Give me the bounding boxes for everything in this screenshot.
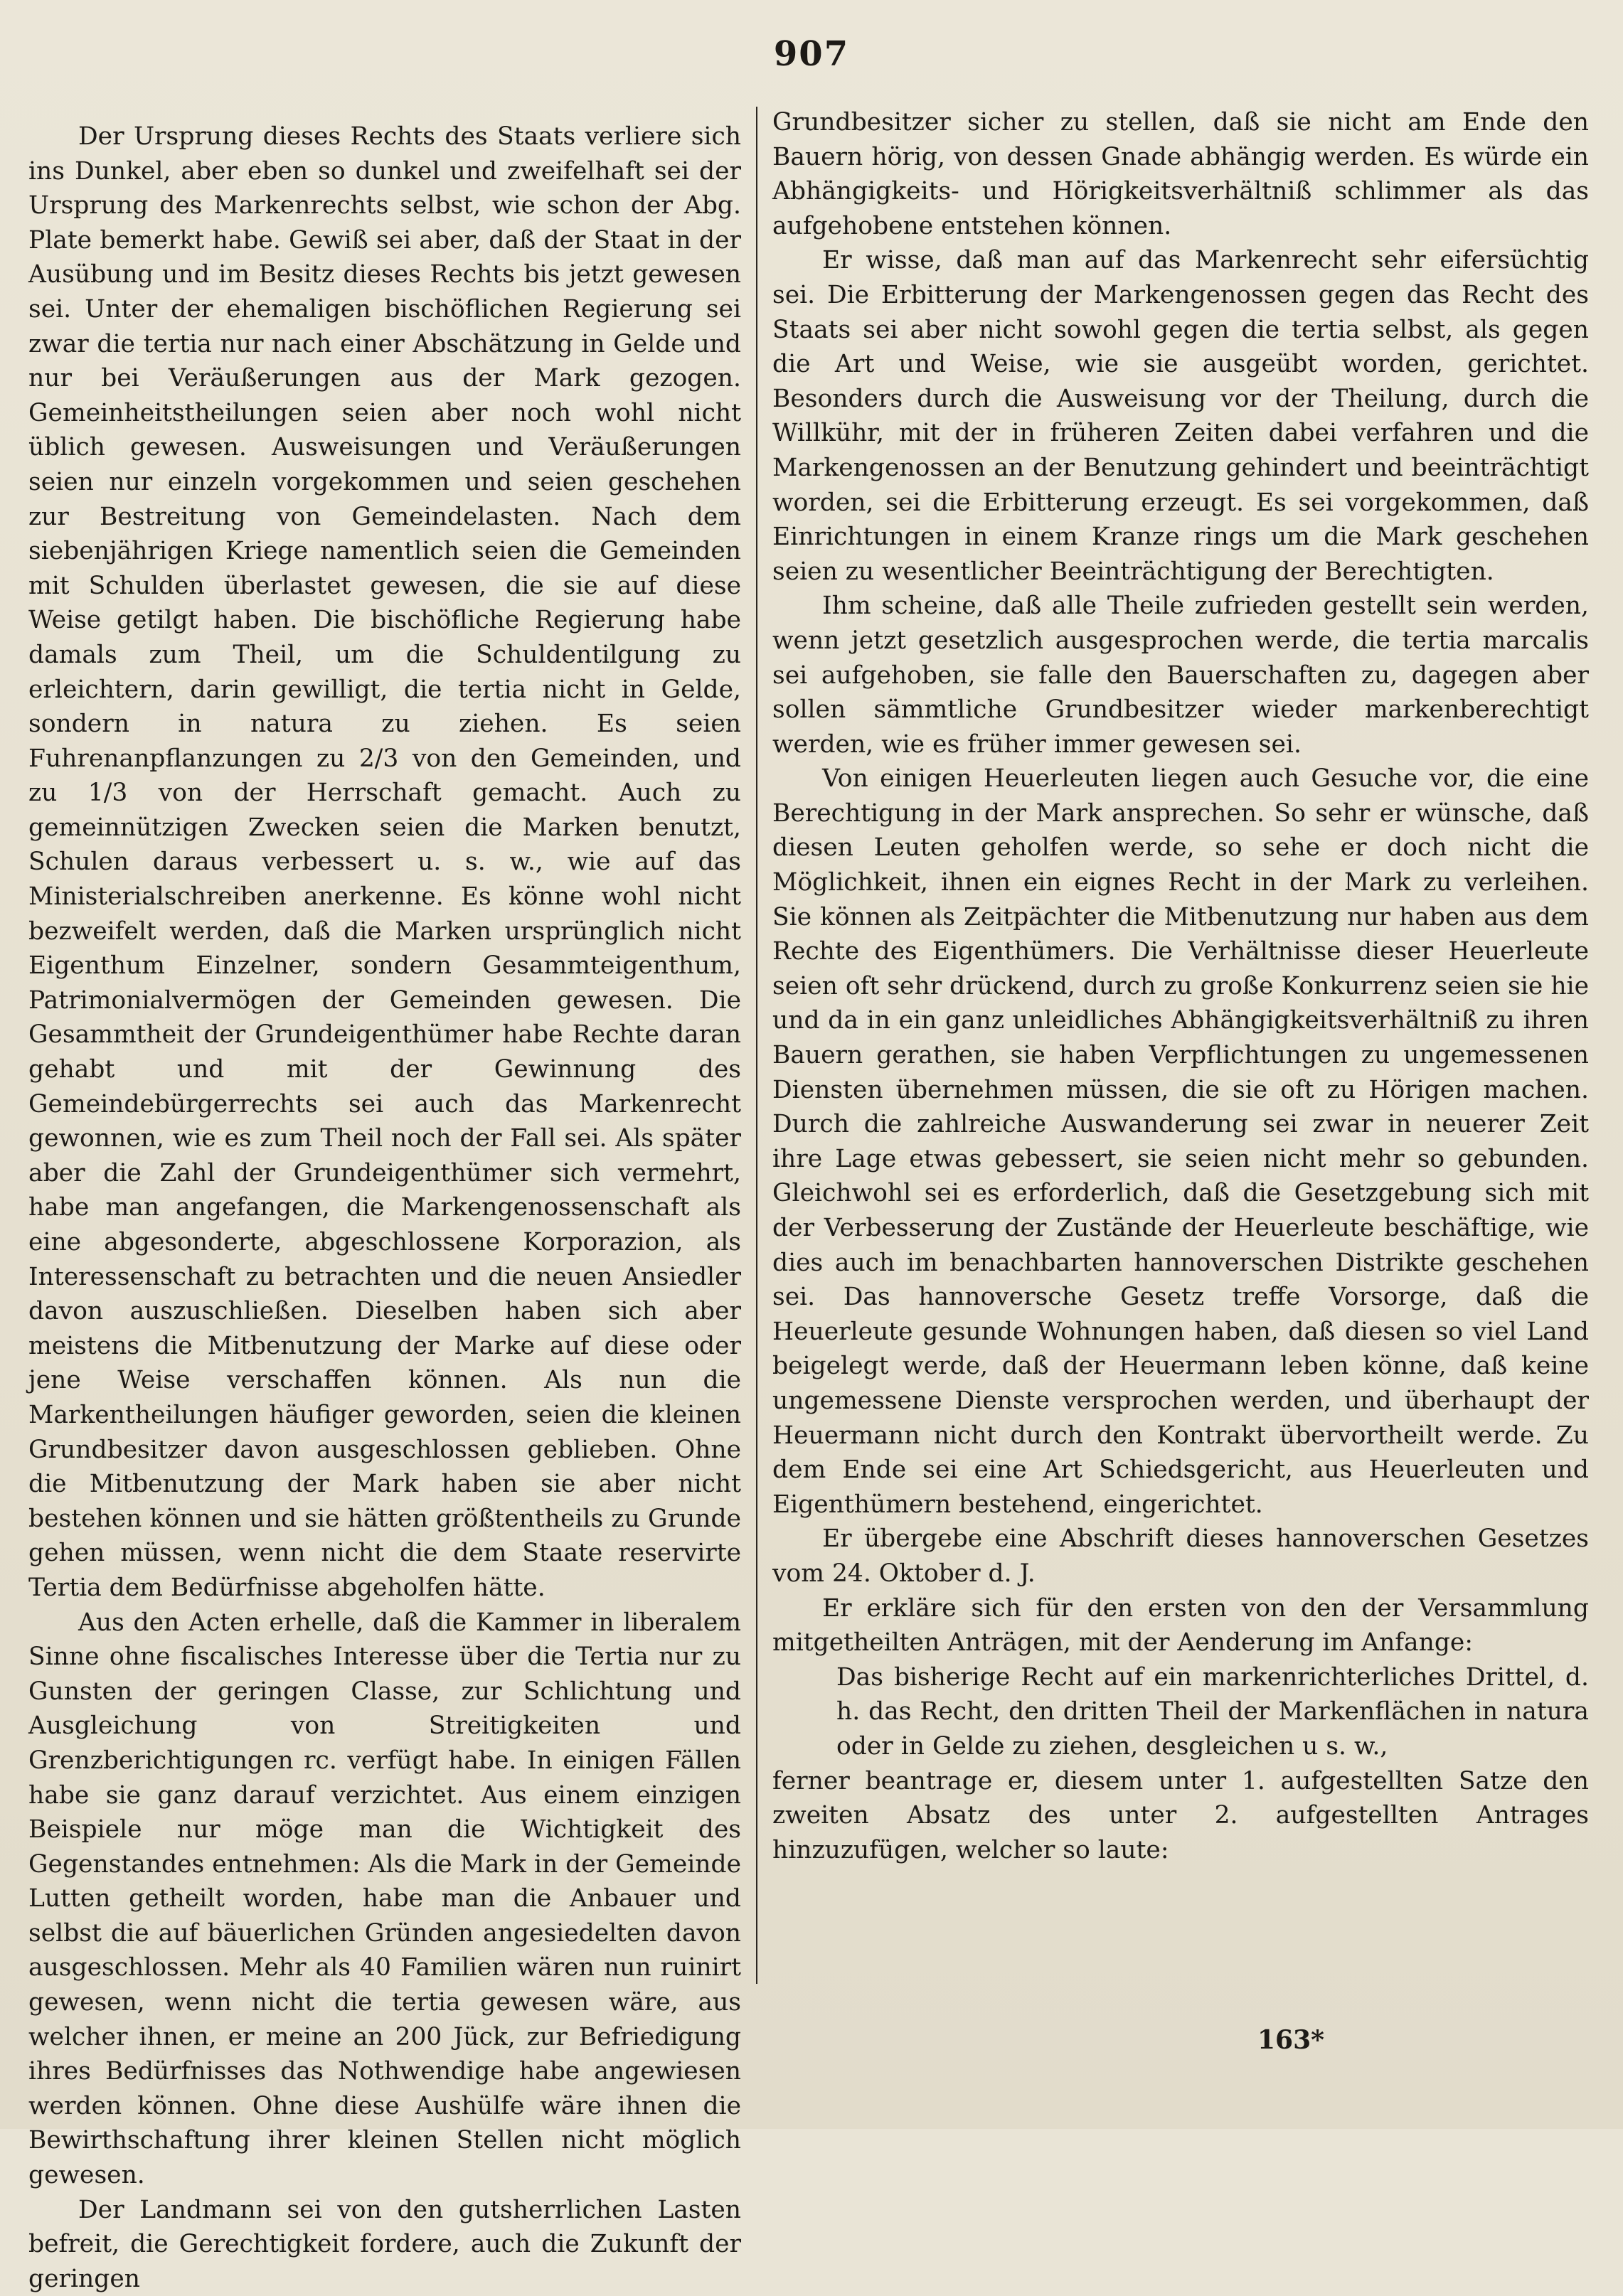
paragraph: Der Ursprung dieses Rechts des Staats verliere sich ins Dunkel, aber eben so dunkel und zweifelhaft sei der Ursprung des Markenrechts selbst, wie schon der Abg. Plate bemerkt habe. Gewiß sei aber, daß der Staat in der Ausübung und im Besitz dieses Rechts bis jetzt gewesen sei. Unter der ehemaligen bischöflichen Regierung sei zwar die tertia nur nach einer Abschätzung in Gelde und nur bei Veräußerungen aus der Mark gezogen. Gemeinheitstheilungen seien aber noch wohl nicht üblich gewesen. Ausweisungen und Veräußerungen seien nur einzeln vorgekommen und seien geschehen zur Bestreitung von Gemeindelasten. Nach dem siebenjährigen Kriege namentlich seien die Gemeinden mit Schulden überlastet gewesen, die sie auf diese Weise getilgt haben. Die bischöfliche Regierung habe damals zum Theil, um die Schuldentilgung zu erleichtern, darin gewilligt, die tertia nicht in Gelde, sondern in natura zu ziehen. Es seien Fuhrenanpflanzungen zu 2/3 von den Gemeinden, und zu 1/3 von der Herrschaft gemacht. Auch zu gemeinnützigen Zwecken seien die Marken benutzt, Schulen daraus verbessert u. s. w., wie auf das Ministerialschreiben anerkenne. Es könne wohl nicht bezweifelt werden, daß die Marken ursprünglich nicht Eigenthum Einzelner, sondern Gesammteigenthum, Patrimonialvermögen der Gemeinden gewesen. Die Gesammtheit der Grundeigenthümer habe Rechte daran gehabt und mit der Gewinnung des Gemeindebürgerrechts sei auch das Markenrecht gewonnen, wie es zum Theil noch der Fall sei. Als später aber die Zahl der Grundeigenthümer sich vermehrt, habe man angefangen, die Markengenossenschaft als eine abgesonderte, abgeschlossene Korporazion, als Interessenschaft zu betrachten und die neuen Ansiedler davon auszuschließen. Dieselben haben sich aber meistens die Mitbenutzung der Marke auf diese oder jene Weise verschaffen können. Als nun die Markentheilungen häufiger geworden, seien die kleinen Grundbesitzer davon ausgeschlossen geblieben. Ohne die Mitbenutzung der Mark haben sie aber nicht bestehen können und sie hätten größtentheils zu Grunde gehen müssen, wenn nicht die dem Staate reservirte Tertia dem Bedürfnisse abgeholfen hätte. (28, 122, 741, 1602)
paragraph: Der Landmann sei von den gutsherrlichen Lasten befreit, die Gerechtigkeit fordere, auch die Zukunft der geringen (28, 2195, 741, 2293)
left-column (28, 119, 741, 2296)
paragraph: Er erkläre sich für den ersten von den der Versammlung mitgetheilten Anträgen, mit der Aenderung im Anfange: (772, 1593, 1589, 1657)
paragraph: Grundbesitzer sicher zu stellen, daß sie nicht am Ende den Bauern hörig, von dessen Gnade abhängig werden. Es würde ein Abhängigkeits- und Hörigkeitsverhältniß schlimmer als das aufgehobene entstehen können. (772, 108, 1589, 240)
page-number: 907 (773, 34, 850, 74)
column-divider (756, 107, 757, 1984)
signature-mark: 163* (1257, 2025, 1324, 2055)
right-column (772, 105, 1589, 1867)
paragraph: Er übergebe eine Abschrift dieses hannoverschen Gesetzes vom 24. Oktober d. J. (772, 1525, 1589, 1588)
paragraph: Aus den Acten erhelle, daß die Kammer in liberalem Sinne ohne fiscalisches Interesse über die Tertia nur zu Gunsten der geringen Classe, zur Schlichtung und Ausgleichung von Streitigkeiten und Grenzberichtigungen rc. verfügt habe. In einigen Fällen habe sie ganz darauf verzichtet. Aus einem einzigen Beispiele nur möge man die Wichtigkeit des Gegenstandes entnehmen: Als die Mark in der Gemeinde Lutten getheilt worden, habe man die Anbauer und selbst die auf bäuerlichen Gründen angesiedelten davon ausgeschlossen. Mehr als 40 Familien wären nun ruinirt gewesen, wenn nicht die tertia gewesen wäre, aus welcher ihnen, er meine an 200 Jück, zur Befriedigung ihres Bedürfnisses das Nothwendige habe angewiesen werden können. Ohne diese Aushülfe wäre ihnen die Bewirthschaftung ihrer kleinen Stellen nicht möglich gewesen. (28, 1608, 741, 2190)
paragraph: Von einigen Heuerleuten liegen auch Gesuche vor, die eine Berechtigung in der Mark ansprechen. So sehr er wünsche, daß diesen Leuten geholfen werde, so sehe er doch nicht die Möglichkeit, ihnen ein eignes Recht in der Mark zu verleihen. Sie können als Zeitpächter die Mitbenutzung nur haben aus dem Rechte des Eigenthümers. Die Verhältnisse dieser Heuerleute seien oft sehr drückend, durch zu große Konkurrenz seien sie hie und da in ein ganz unleidliches Abhängigkeitsverhältniß zu ihren Bauern gerathen, sie haben Verpflichtungen zu ungemessenen Diensten übernehmen müssen, die sie oft zu Hörigen machen. Durch die zahlreiche Auswanderung sei zwar in neuerer Zeit ihre Lage etwas gebessert, sie seien nicht mehr so gebunden. Gleichwohl sei es erforderlich, daß die Gesetzgebung sich mit der Verbesserung der Zustände der Heuerleute beschäftige, wie dies auch im benachbarten hannoverschen Distrikte geschehen sei. Das hannoversche Gesetz treffe Vorsorge, daß die Heuerleute gesunde Wohnungen haben, daß diesen so viel Land beigelegt werde, daß der Heuermann leben könne, daß keine ungemessene Dienste versprochen werden, und überhaupt der Heuermann nicht durch den Kontrakt übervortheilt werde. Zu dem Ende sei eine Art Schiedsgericht, aus Heuerleuten und Eigenthümern bestehend, eingerichtet. (772, 764, 1589, 1519)
paragraph: Er wisse, daß man auf das Markenrecht sehr eifersüchtig sei. Die Erbitterung der Markengenossen gegen das Recht des Staats sei aber nicht sowohl gegen die tertia selbst, als gegen die Art und Weise, wie sie ausgeübt worden, gerichtet. Besonders durch die Ausweisung vor der Theilung, durch die Willkühr, mit der in früheren Zeiten dabei verfahren und die Markengenossen an der Benutzung gehindert und beeinträchtigt worden, sei die Erbitterung erzeugt. Es sei vorgekommen, daß Einrichtungen in einem Kranze rings um die Mark geschehen seien zu wesentlicher Beeinträchtigung der Berechtigten. (772, 246, 1589, 586)
paragraph: Ihm scheine, daß alle Theile zufrieden gestellt sein werden, wenn jetzt gesetzlich ausgesprochen werde, die tertia marcalis sei aufgehoben, sie falle den Bauerschaften zu, dagegen aber sollen sämmtliche Grundbesitzer wieder markenberechtigt werden, wie es früher immer gewesen sei. (772, 592, 1589, 759)
paragraph: ferner beantrage er, diesem unter 1. aufgestellten Satze den zweiten Absatz des unter 2. aufgestellten Antrages hinzuzufügen, welcher so laute: (772, 1766, 1589, 1864)
quoted-motion: Das bisherige Recht auf ein markenrichterliches Drittel, d. h. das Recht, den dritten Theil der Markenflächen in natura oder in Gelde zu ziehen, desgleichen u s. w., (836, 1662, 1589, 1761)
